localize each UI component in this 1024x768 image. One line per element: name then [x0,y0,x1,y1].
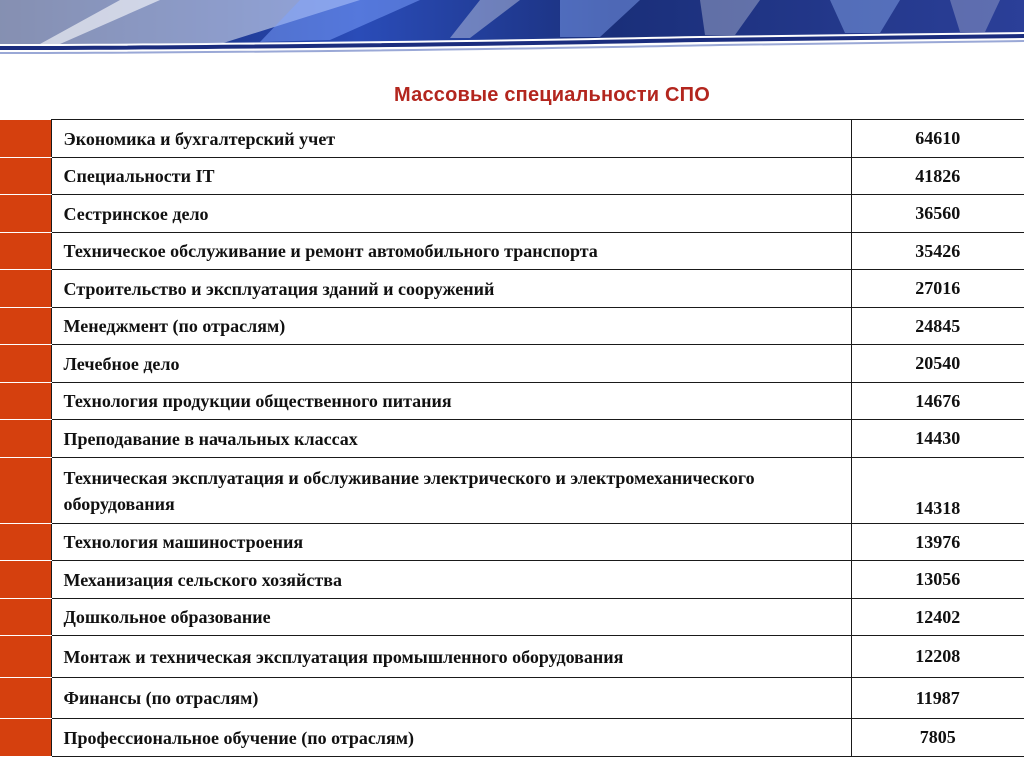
specialty-name: Техническая эксплуатация и обслуживание электрического и электромеханического оборудования [51,458,851,524]
specialty-name: Специальности IT [51,158,851,195]
table-row [0,636,1024,678]
specialty-name: Механизация сельского хозяйства [51,561,851,599]
specialty-name: Технология машиностроения [51,524,851,561]
specialty-count: 11987 [851,678,1024,719]
table-row [0,233,1024,270]
specialty-count: 24845 [851,308,1024,345]
table-row [0,420,1024,458]
row-accent-cell [0,561,51,599]
specialty-count: 64610 [851,120,1024,158]
specialty-name: Профессиональное обучение (по отраслям) [51,719,851,757]
specialty-count: 35426 [851,233,1024,270]
specialty-count: 41826 [851,158,1024,195]
table-row [0,120,1024,158]
row-accent-cell [0,678,51,719]
specialty-name: Строительство и эксплуатация зданий и сооружений [51,270,851,308]
row-accent-cell [0,345,51,383]
table-row [0,270,1024,308]
table-row [0,524,1024,561]
specialty-name: Экономика и бухгалтерский учет [51,120,851,158]
row-accent-cell [0,158,51,195]
table-row [0,561,1024,599]
specialty-name: Лечебное дело [51,345,851,383]
row-accent-cell [0,120,51,158]
specialty-count: 12402 [851,599,1024,636]
row-accent-cell [0,233,51,270]
specialties-table-container [0,119,1024,757]
specialties-table [0,119,1024,757]
table-row [0,383,1024,420]
specialty-count: 36560 [851,195,1024,233]
table-row [0,678,1024,719]
specialty-count: 20540 [851,345,1024,383]
table-row [0,458,1024,524]
specialty-count: 12208 [851,636,1024,678]
specialty-count: 14318 [851,458,1024,524]
row-accent-cell [0,636,51,678]
row-accent-cell [0,719,51,757]
table-row [0,158,1024,195]
table-row [0,345,1024,383]
table-row [0,308,1024,345]
row-accent-cell [0,270,51,308]
row-accent-cell [0,458,51,524]
specialty-count: 14676 [851,383,1024,420]
specialty-count: 7805 [851,719,1024,757]
row-accent-cell [0,308,51,345]
specialty-name: Дошкольное образование [51,599,851,636]
header-banner-image [0,0,1024,62]
page-title: Массовые специальности СПО [394,84,710,106]
table-row [0,719,1024,757]
specialty-name: Сестринское дело [51,195,851,233]
row-accent-cell [0,383,51,420]
row-accent-cell [0,195,51,233]
table-row [0,599,1024,636]
specialty-count: 27016 [851,270,1024,308]
specialty-name: Техническое обслуживание и ремонт автомобильного транспорта [51,233,851,270]
specialty-count: 13056 [851,561,1024,599]
specialty-name: Менеджмент (по отраслям) [51,308,851,345]
specialty-name: Преподавание в начальных классах [51,420,851,458]
table-row [0,195,1024,233]
row-accent-cell [0,420,51,458]
specialty-name: Монтаж и техническая эксплуатация промышленного оборудования [51,636,851,678]
specialty-count: 14430 [851,420,1024,458]
specialty-count: 13976 [851,524,1024,561]
specialty-name: Технология продукции общественного питания [51,383,851,420]
row-accent-cell [0,599,51,636]
specialty-name: Финансы (по отраслям) [51,678,851,719]
row-accent-cell [0,524,51,561]
